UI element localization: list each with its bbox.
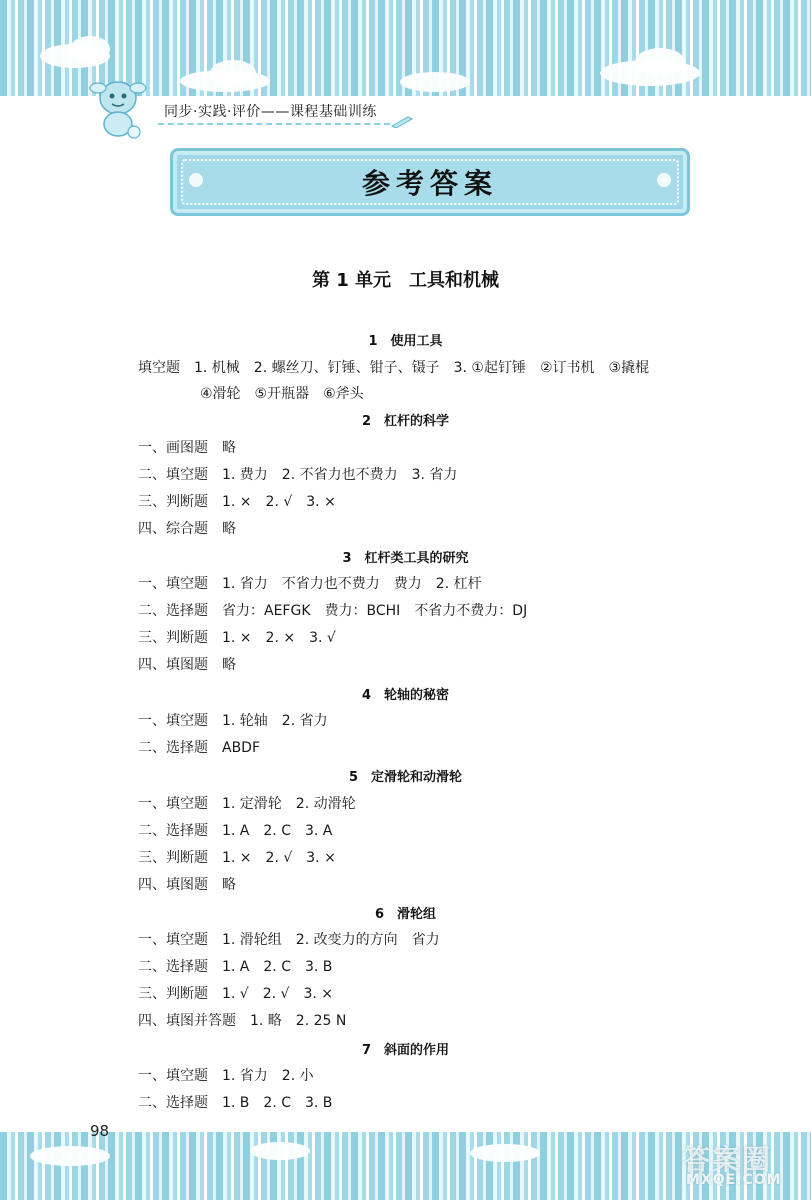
section-title: 5 定滑轮和动滑轮	[348, 770, 463, 785]
unit-title: 第 1 单元 工具和机械	[311, 270, 500, 291]
watermark-logo	[682, 1138, 794, 1194]
answer-line: ④滑轮 ⑤开瓶器 ⑥斧头	[200, 386, 364, 402]
answer-line: 二、选择题 ABDF	[138, 740, 261, 756]
page-number: 98	[90, 1122, 110, 1140]
answer-line: 四、填图并答题 1. 略 2. 25 N	[138, 1013, 347, 1029]
answer-line: 填空题 1. 机械 2. 螺丝刀、钉锤、钳子、镊子 3. ①起钉锤 ②订书机 ③撬棍	[138, 360, 650, 376]
answer-line: 二、填空题 1. 费力 2. 不省力也不费力 3. 省力	[138, 467, 458, 483]
answer-line: 一、填空题 1. 轮轴 2. 省力	[138, 713, 328, 729]
section-title: 2 杠杆的科学	[361, 414, 450, 429]
page-title: 参考答案	[361, 167, 498, 200]
section-title: 7 斜面的作用	[361, 1043, 450, 1058]
answer-line: 四、综合题 略	[138, 521, 236, 537]
answer-line: 一、画图题 略	[138, 440, 236, 456]
answer-line: 三、判断题 1. × 2. × 3. √	[138, 630, 336, 646]
answer-line: 一、填空题 1. 定滑轮 2. 动滑轮	[138, 796, 356, 812]
answer-line: 一、填空题 1. 省力 不省力也不费力 费力 2. 杠杆	[138, 576, 482, 592]
answer-line: 三、判断题 1. × 2. √ 3. ×	[138, 850, 336, 866]
watermark-text: 答案圈	[682, 1143, 773, 1176]
section-title: 4 轮轴的秘密	[361, 688, 450, 703]
answer-line: 二、选择题 1. A 2. C 3. B	[138, 959, 333, 975]
section-title: 3 杠杆类工具的研究	[342, 551, 469, 566]
answer-line: 二、选择题 省力：AEFGK 费力：BCHI 不省力不费力：DJ	[138, 603, 528, 619]
answer-line: 一、填空题 1. 省力 2. 小	[138, 1068, 314, 1084]
section-title: 1 使用工具	[368, 334, 443, 349]
answer-line: 三、判断题 1. × 2. √ 3. ×	[138, 494, 336, 510]
answer-line: 二、选择题 1. A 2. C 3. A	[138, 823, 333, 839]
answer-line: 四、填图题 略	[138, 877, 236, 893]
answer-line: 一、填空题 1. 滑轮组 2. 改变力的方向 省力	[138, 932, 440, 948]
series-title: 同步·实践·评价——课程基础训练	[164, 104, 377, 120]
watermark-url: MXQE.COM	[686, 1172, 782, 1188]
answer-line: 三、判断题 1. √ 2. √ 3. ×	[138, 986, 333, 1002]
answer-line: 二、选择题 1. B 2. C 3. B	[138, 1095, 333, 1111]
answer-line: 四、填图题 略	[138, 657, 236, 673]
section-title: 6 滑轮组	[374, 907, 437, 922]
